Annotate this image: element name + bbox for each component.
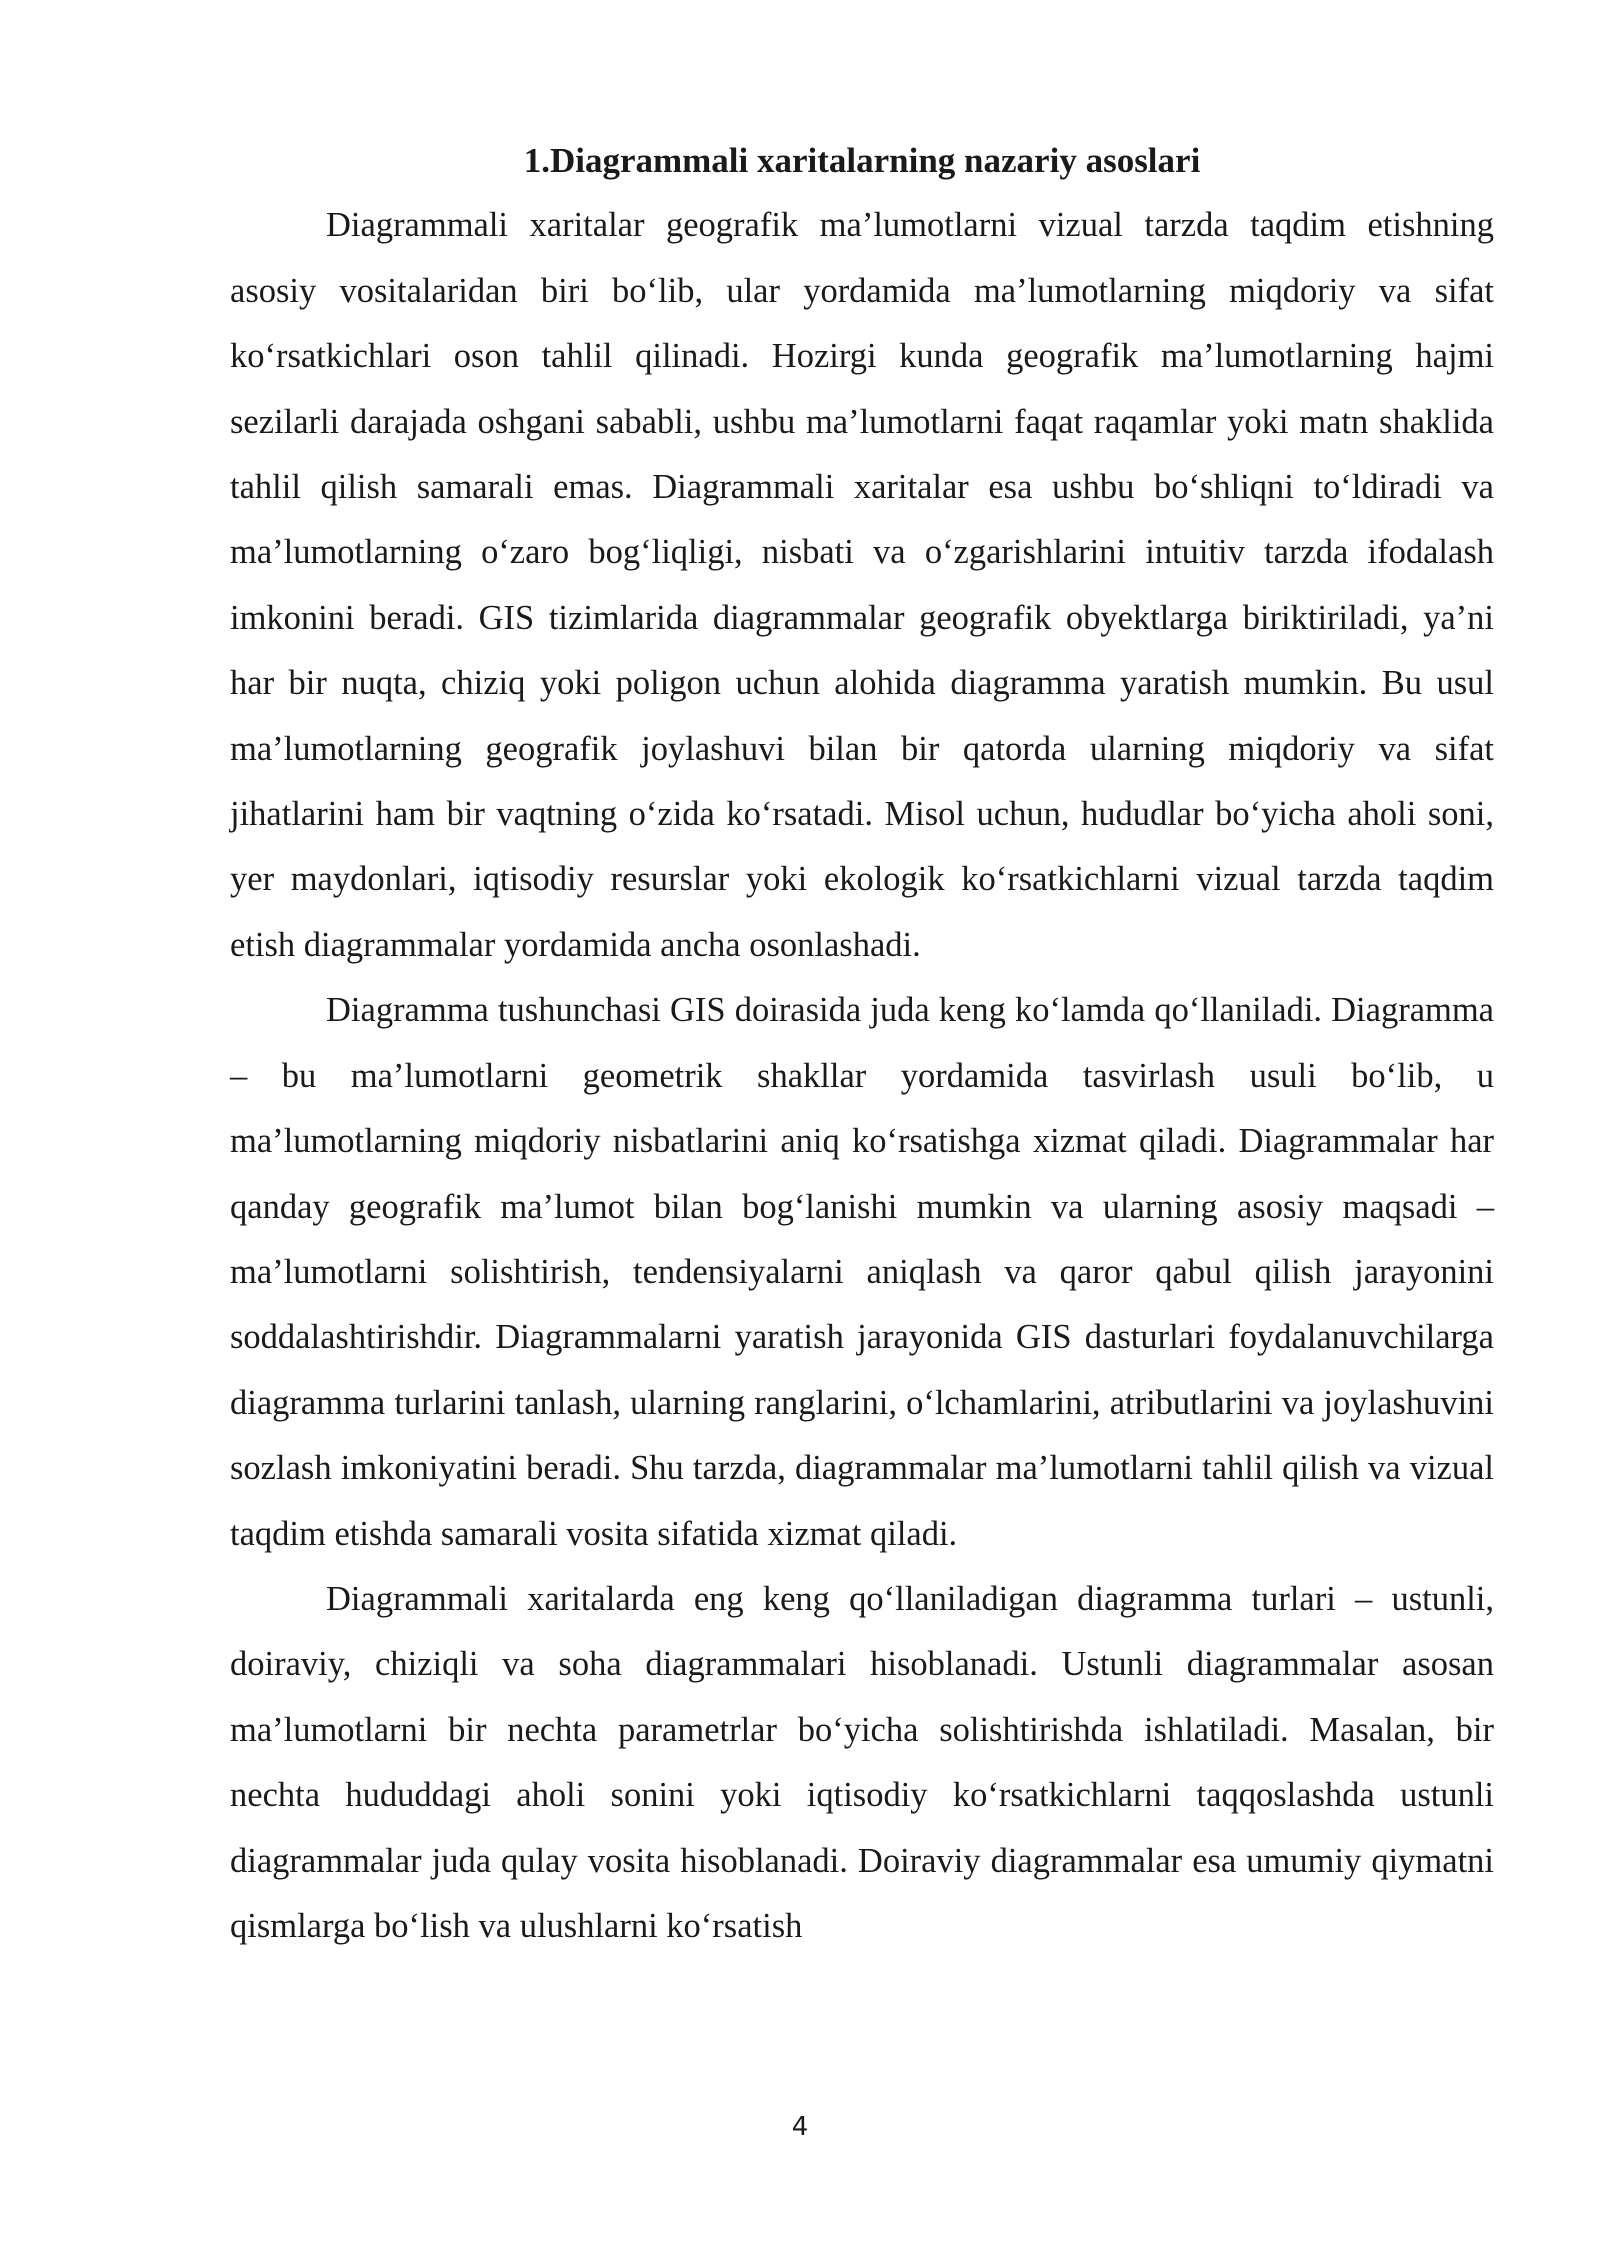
paragraph-1: Diagrammali xaritalar geografik ma’lumotlarni vizual tarzda taqdim etishning asosiy vositalaridan biri bo‘lib, ular yordamida ma’lumotlarning miqdoriy va sifat ko‘rsatkichlari oson tahlil qilinadi. Hozirgi kunda geografik ma’lumotlarning hajmi sezilarli darajada oshgani sababli, ushbu ma’lumotlarni faqat raqamlar yoki matn shaklida tahlil qilish samarali emas. Diagrammali xaritalar esa ushbu bo‘shliqni to‘ldiradi va ma’lumotlarning o‘zaro bog‘liqligi, nisbati va o‘zgarishlarini intuitiv tarzda ifodalash imkonini beradi. GIS tizimlarida diagrammalar geografik obyektlarga biriktiriladi, ya’ni har bir nuqta, chiziq yoki poligon uchun alohida diagramma yaratish mumkin. Bu usul ma’lumotlarning geografik joylashuvi bilan bir qatorda ularning miqdoriy va sifat jihatlarini ham bir vaqtning o‘zida ko‘rsatadi. Misol uchun, hududlar bo‘yicha aholi soni, yer maydonlari, iqtisodiy resurslar yoki ekologik ko‘rsatkichlarni vizual tarzda taqdim etish diagrammalar yordamida ancha osonlashadi.: [230, 206, 1494, 964]
paragraph-2: Diagramma tushunchasi GIS doirasida juda keng ko‘lamda qo‘llaniladi. Diagramma – bu ma’lumotlarni geometrik shakllar yordamida tasvirlash usuli bo‘lib, u ma’lumotlarning miqdoriy nisbatlarini aniq ko‘rsatishga xizmat qiladi. Diagrammalar har qanday geografik ma’lumot bilan bog‘lanishi mumkin va ularning asosiy maqsadi – ma’lumotlarni solishtirish, tendensiyalarni aniqlash va qaror qabul qilish jarayonini soddalashtirishdir. Diagrammalarni yaratish jarayonida GIS dasturlari foydalanuvchilarga diagramma turlarini tanlash, ularning ranglarini, o‘lchamlarini, atributlarini va joylashuvini sozlash imkoniyatini beradi. Shu tarzda, diagrammalar ma’lumotlarni tahlil qilish va vizual taqdim etishda samarali vosita sifatida xizmat qiladi.: [230, 991, 1494, 1553]
section-heading: 1.Diagrammali xaritalarning nazariy asoslari: [523, 141, 1201, 180]
page-content: [230, 128, 1494, 1959]
paragraph-3: Diagrammali xaritalarda eng keng qo‘llaniladigan diagramma turlari – ustunli, doiraviy, chiziqli va soha diagrammalari hisoblanadi. Ustunli diagrammalar asosan ma’lumotlarni bir nechta parametrlar bo‘yicha solishtirishda ishlatiladi. Masalan, bir nechta hududdagi aholi sonini yoki iqtisodiy ko‘rsatkichlarni taqqoslashda ustunli diagrammalar juda qulay vosita hisoblanadi. Doiraviy diagrammalar esa umumiy qiymatni qismlarga bo‘lish va ulushlarni ko‘rsatish: [230, 1579, 1494, 1945]
page-number: 4: [791, 2112, 809, 2142]
